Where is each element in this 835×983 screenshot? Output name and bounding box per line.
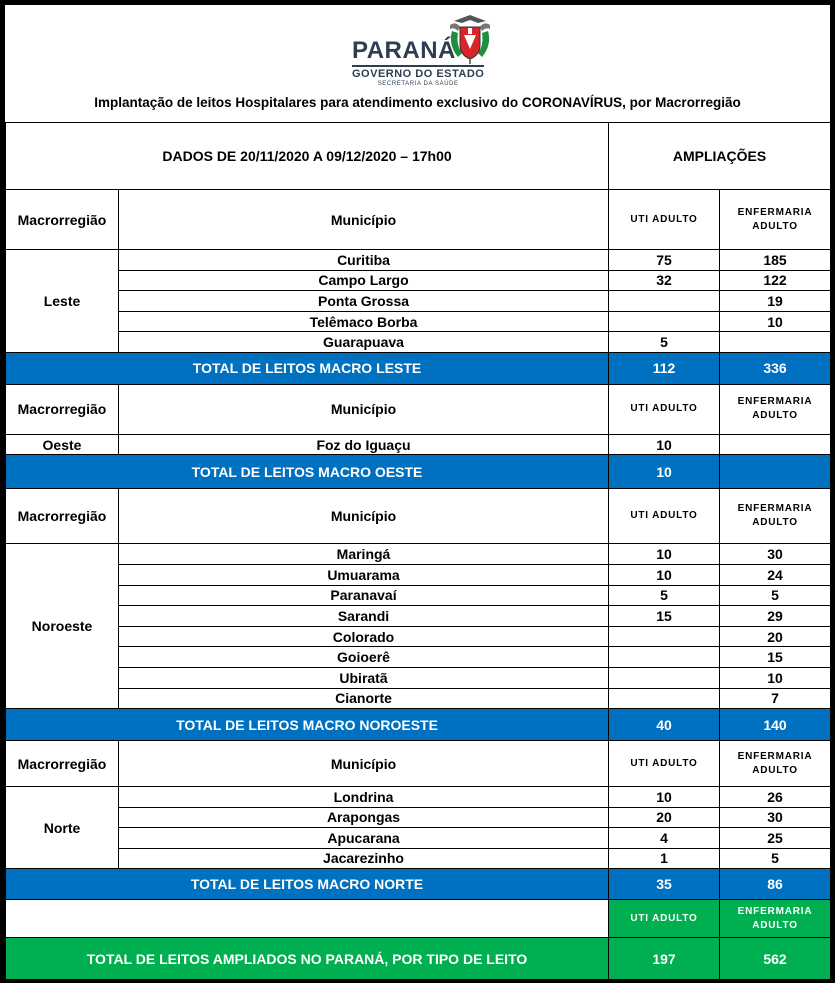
region-total-label: TOTAL DE LEITOS MACRO NOROESTE — [6, 709, 609, 741]
municipio-cell: Telêmaco Borba — [119, 311, 609, 332]
enfermaria-adulto-header — [720, 489, 831, 544]
macrorregiao-header: Macrorregião — [6, 190, 119, 250]
region-total-row — [6, 869, 831, 900]
enf-cell — [720, 332, 831, 353]
enfermaria-label: ENFERMARIA — [737, 905, 813, 917]
table-row — [6, 626, 831, 647]
table-row — [6, 606, 831, 627]
municipio-cell: Maringá — [119, 544, 609, 565]
uti-adulto-header: UTI ADULTO — [609, 384, 720, 434]
table-row — [6, 332, 831, 353]
region-total-label: TOTAL DE LEITOS MACRO OESTE — [6, 455, 609, 489]
region-name: Noroeste — [6, 544, 119, 709]
uti-cell: 5 — [609, 332, 720, 353]
municipio-cell: Colorado — [119, 626, 609, 647]
uti-cell: 10 — [609, 544, 720, 565]
uti-cell — [609, 626, 720, 647]
header-row — [6, 123, 831, 190]
period-header: DADOS DE 20/11/2020 A 09/12/2020 – 17h00 — [6, 123, 609, 190]
document-frame — [4, 4, 831, 979]
enf-cell: 10 — [720, 668, 831, 689]
enf-cell: 10 — [720, 311, 831, 332]
enfermaria-adulto-header — [720, 190, 831, 250]
enfermaria-label: ENFERMARIA — [737, 206, 813, 218]
enf-cell: 24 — [720, 565, 831, 586]
region-total-uti: 112 — [609, 352, 720, 384]
uti-cell — [609, 688, 720, 709]
uti-cell: 5 — [609, 585, 720, 606]
municipio-cell: Campo Largo — [119, 270, 609, 291]
region-total-row — [6, 352, 831, 384]
column-header-row — [6, 489, 831, 544]
uti-cell: 32 — [609, 270, 720, 291]
enf-cell: 15 — [720, 647, 831, 668]
table-row — [6, 585, 831, 606]
municipio-cell: Cianorte — [119, 688, 609, 709]
enfermaria-adulto-header — [720, 384, 831, 434]
adulto-label: ADULTO — [752, 517, 798, 529]
enf-cell: 7 — [720, 688, 831, 709]
macrorregiao-header: Macrorregião — [6, 741, 119, 787]
adulto-label: ADULTO — [752, 410, 798, 422]
grand-total-label: TOTAL DE LEITOS AMPLIADOS NO PARANÁ, POR TIPO DE LEITO — [6, 938, 609, 980]
region-total-enf: 140 — [720, 709, 831, 741]
uti-cell: 75 — [609, 250, 720, 271]
table-row — [6, 544, 831, 565]
table-row — [6, 250, 831, 271]
table-row — [6, 787, 831, 808]
municipio-cell: Curitiba — [119, 250, 609, 271]
enf-cell: 185 — [720, 250, 831, 271]
municipio-header: Município — [119, 741, 609, 787]
municipio-header: Município — [119, 384, 609, 434]
municipio-cell: Goioerê — [119, 647, 609, 668]
beds-table — [5, 122, 831, 980]
municipio-cell: Jacarezinho — [119, 848, 609, 869]
logo-wordmark — [352, 39, 484, 88]
uti-cell: 4 — [609, 828, 720, 849]
enf-cell: 19 — [720, 291, 831, 312]
table-row — [6, 291, 831, 312]
enf-cell: 20 — [720, 626, 831, 647]
ampliacoes-header: AMPLIAÇÕES — [609, 123, 831, 190]
enf-cell: 30 — [720, 544, 831, 565]
municipio-cell: Ponta Grossa — [119, 291, 609, 312]
region-total-uti: 35 — [609, 869, 720, 900]
blank-cell — [6, 900, 609, 938]
column-header-row — [6, 190, 831, 250]
enf-cell: 29 — [720, 606, 831, 627]
grand-total-enf: 562 — [720, 938, 831, 980]
uti-adulto-header: UTI ADULTO — [609, 741, 720, 787]
region-name: Leste — [6, 250, 119, 353]
table-row — [6, 565, 831, 586]
municipio-cell: Guarapuava — [119, 332, 609, 353]
enf-cell: 30 — [720, 807, 831, 828]
logo-government: GOVERNO DO ESTADO — [352, 65, 484, 80]
column-header-row — [6, 384, 831, 434]
enfermaria-adulto-header — [720, 900, 831, 938]
uti-cell — [609, 647, 720, 668]
uti-cell: 10 — [609, 434, 720, 455]
enf-cell: 122 — [720, 270, 831, 291]
macrorregiao-header: Macrorregião — [6, 489, 119, 544]
page-title: Implantação de leitos Hospitalares para atendimento exclusivo do CORONAVÍRUS, por Macrorregião — [94, 95, 741, 110]
uti-cell — [609, 291, 720, 312]
municipio-cell: Foz do Iguaçu — [119, 434, 609, 455]
adulto-label: ADULTO — [752, 764, 798, 776]
grand-total-header-row — [6, 900, 831, 938]
enf-cell: 5 — [720, 848, 831, 869]
municipio-cell: Londrina — [119, 787, 609, 808]
table-row — [6, 434, 831, 455]
table-row — [6, 311, 831, 332]
adulto-label: ADULTO — [752, 220, 798, 232]
municipio-header: Município — [119, 190, 609, 250]
column-header-row — [6, 741, 831, 787]
municipio-cell: Arapongas — [119, 807, 609, 828]
region-name: Norte — [6, 787, 119, 869]
uti-cell: 10 — [609, 787, 720, 808]
table-row — [6, 688, 831, 709]
table-row — [6, 270, 831, 291]
region-total-enf: 336 — [720, 352, 831, 384]
region-total-enf: 86 — [720, 869, 831, 900]
table-row — [6, 807, 831, 828]
enf-cell: 26 — [720, 787, 831, 808]
municipio-cell: Sarandi — [119, 606, 609, 627]
enf-cell: 25 — [720, 828, 831, 849]
region-total-enf — [720, 455, 831, 489]
grand-total-row — [6, 938, 831, 980]
region-name: Oeste — [6, 434, 119, 455]
municipio-header: Município — [119, 489, 609, 544]
municipio-cell: Paranavaí — [119, 585, 609, 606]
uti-cell — [609, 311, 720, 332]
uti-cell: 10 — [609, 565, 720, 586]
municipio-cell: Umuarama — [119, 565, 609, 586]
macrorregiao-header: Macrorregião — [6, 384, 119, 434]
uti-adulto-header: UTI ADULTO — [609, 190, 720, 250]
uti-cell: 1 — [609, 848, 720, 869]
adulto-label: ADULTO — [752, 919, 798, 931]
region-total-uti: 40 — [609, 709, 720, 741]
region-total-label: TOTAL DE LEITOS MACRO NORTE — [6, 869, 609, 900]
uti-cell — [609, 668, 720, 689]
uti-cell: 15 — [609, 606, 720, 627]
region-total-row — [6, 709, 831, 741]
enf-cell: 5 — [720, 585, 831, 606]
region-total-row — [6, 455, 831, 489]
municipio-cell: Apucarana — [119, 828, 609, 849]
table-row — [6, 848, 831, 869]
table-row — [6, 668, 831, 689]
enfermaria-adulto-header — [720, 741, 831, 787]
table-row — [6, 647, 831, 668]
grand-total-uti: 197 — [609, 938, 720, 980]
enf-cell — [720, 434, 831, 455]
municipio-cell: Ubiratã — [119, 668, 609, 689]
enfermaria-label: ENFERMARIA — [737, 750, 813, 762]
table-row — [6, 828, 831, 849]
enfermaria-label: ENFERMARIA — [737, 396, 813, 408]
uti-adulto-header: UTI ADULTO — [609, 900, 720, 938]
logo-secretariat: SECRETARIA DA SAÚDE — [377, 81, 459, 87]
uti-cell: 20 — [609, 807, 720, 828]
uti-adulto-header: UTI ADULTO — [609, 489, 720, 544]
region-total-uti: 10 — [609, 455, 720, 489]
region-total-label: TOTAL DE LEITOS MACRO LESTE — [6, 352, 609, 384]
logo-header — [5, 5, 830, 93]
logo-state-name: PARANÁ — [352, 37, 456, 64]
enfermaria-label: ENFERMARIA — [737, 503, 813, 515]
